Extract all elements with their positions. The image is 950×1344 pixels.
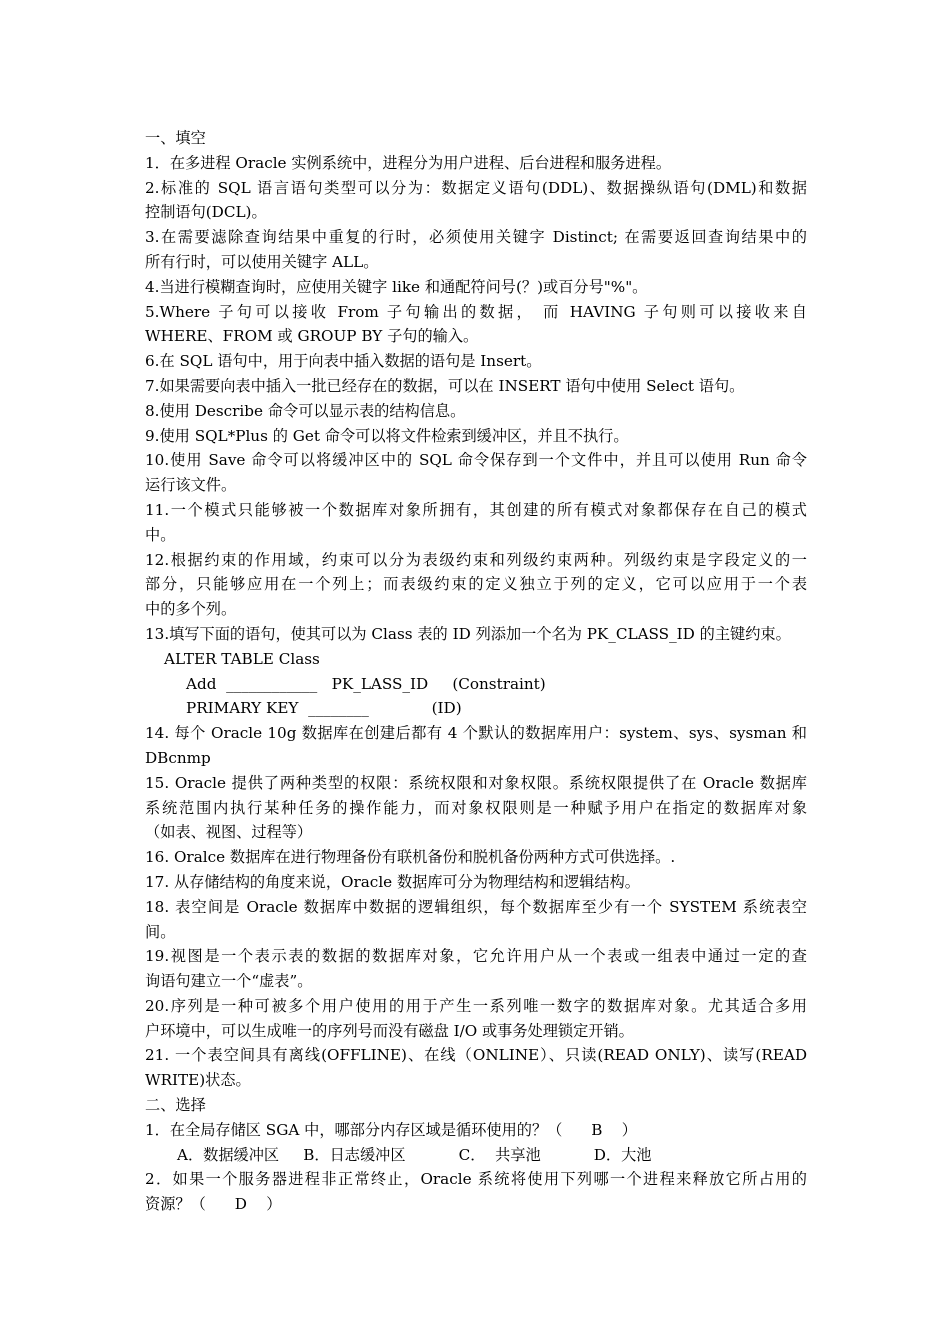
question-21-line-2: WRITE)状态。 [145, 1071, 251, 1090]
question-8: 8.使用 Describe 命令可以显示表的结构信息。 [145, 401, 466, 420]
choice-question-1: 1．在全局存储区 SGA 中，哪部分内存区域是循环使用的？（ B ） [145, 1120, 637, 1139]
question-5-line-1: 5.Where 子句可以接收 From 子句输出的数据， 而 HAVING 子句则可以接收来自 [145, 302, 807, 321]
question-20-line-2: 户环境中，可以生成唯一的序列号而没有磁盘 I/O 或事务处理锁定开销。 [145, 1021, 634, 1040]
question-19-line-1: 19.视图是一个表示表的数据的数据库对象，它允许用户从一个表或一组表中通过一定的查 [145, 947, 807, 966]
question-11-line-1: 11.一个模式只能够被一个数据库对象所拥有，其创建的所有模式对象都保存在自己的模式 [145, 500, 807, 519]
question-16: 16. Oralce 数据库在进行物理备份有联机备份和脱机备份两种方式可供选择。. [145, 848, 676, 867]
question-6: 6.在 SQL 语句中，用于向表中插入数据的语句是 Insert。 [145, 352, 542, 371]
question-20-line-1: 20.序列是一种可被多个用户使用的用于产生一系列唯一数字的数据库对象。尤其适合多用 [145, 996, 807, 1015]
question-12-line-3: 中的多个列。 [145, 600, 237, 619]
question-18-line-2: 间。 [145, 922, 176, 941]
question-2-line-2: 控制语句(DCL)。 [145, 203, 267, 222]
section-title-fill-blank: 一、填空 [145, 129, 206, 147]
section-title-choice: 二、选择 [145, 1096, 206, 1115]
question-14-line-2: DBcnmp [145, 748, 211, 767]
question-3-line-2: 所有行时，可以使用关键字 ALL。 [145, 252, 379, 271]
question-14-line-1: 14. 每个 Oracle 10g 数据库在创建后都有 4 个默认的数据库用户：system、sys、sysman 和 [145, 724, 807, 743]
question-13: 13.填写下面的语句，使其可以为 Class 表的 ID 列添加一个名为 PK_CLASS_ID 的主键约束。 [145, 624, 791, 643]
question-9: 9.使用 SQL*Plus 的 Get 命令可以将文件检索到缓冲区，并且不执行。 [145, 426, 629, 445]
question-2-line-1: 2.标准的 SQL 语言语句类型可以分为：数据定义语句(DDL)、数据操纵语句(DML)和数据 [145, 178, 807, 197]
question-7: 7.如果需要向表中插入一批已经存在的数据，可以在 INSERT 语句中使用 Select 语句。 [145, 376, 745, 395]
choice-question-1-options: A．数据缓冲区 B．日志缓冲区 C． 共享池 D．大池 [177, 1145, 652, 1164]
question-11-line-2: 中。 [145, 525, 176, 544]
question-15-line-1: 15. Oracle 提供了两种类型的权限：系统权限和对象权限。系统权限提供了在 Oracle 数据库 [145, 773, 807, 792]
question-17: 17. 从存储结构的角度来说，Oracle 数据库可分为物理结构和逻辑结构。 [145, 872, 640, 891]
question-1: 1．在多进程 Oracle 实例系统中，进程分为用户进程、后台进程和服务进程。 [145, 153, 672, 172]
document-page [145, 126, 807, 1217]
question-18-line-1: 18. 表空间是 Oracle 数据库中数据的逻辑组织，每个数据库至少有一个 SYSTEM 系统表空 [145, 897, 807, 916]
question-3-line-1: 3.在需要滤除查询结果中重复的行时，必须使用关键字 Distinct; 在需要返回查询结果中的 [145, 228, 807, 247]
question-13-code-line-3: PRIMARY KEY ________ (ID) [186, 699, 462, 718]
choice-question-2-line-2: 资源？（ D ） [145, 1195, 282, 1214]
question-4: 4.当进行模糊查询时，应使用关键字 like 和通配符问号(？)或百分号"%"。 [145, 277, 648, 296]
question-19-line-2: 询语句建立一个“虚表”。 [145, 972, 313, 991]
question-21-line-1: 21. 一个表空间具有离线(OFFLINE)、在线（ONLINE）、只读(READ ONLY)、读写(READ [145, 1046, 807, 1065]
question-10-line-2: 运行该文件。 [145, 476, 237, 495]
question-15-line-3: （如表、视图、过程等） [145, 823, 313, 842]
question-5-line-2: WHERE、FROM 或 GROUP BY 子句的输入。 [145, 327, 479, 346]
question-13-code-line-1: ALTER TABLE Class [164, 649, 320, 668]
choice-question-2-line-1: 2．如果一个服务器进程非正常终止，Oracle 系统将使用下列哪一个进程来释放它所占用的 [145, 1170, 807, 1189]
question-15-line-2: 系统范围内执行某种任务的操作能力，而对象权限则是一种赋予用户在指定的数据库对象 [145, 798, 807, 817]
question-12-line-2: 部分，只能够应用在一个列上；而表级约束的定义独立于列的定义，它可以应用于一个表 [145, 575, 807, 594]
question-10-line-1: 10.使用 Save 命令可以将缓冲区中的 SQL 命令保存到一个文件中，并且可以使用 Run 命令 [145, 451, 807, 470]
question-13-code-line-2: Add ____________ PK_LASS_ID (Constraint) [186, 674, 546, 693]
question-12-line-1: 12.根据约束的作用域，约束可以分为表级约束和列级约束两种。列级约束是字段定义的一 [145, 550, 807, 569]
